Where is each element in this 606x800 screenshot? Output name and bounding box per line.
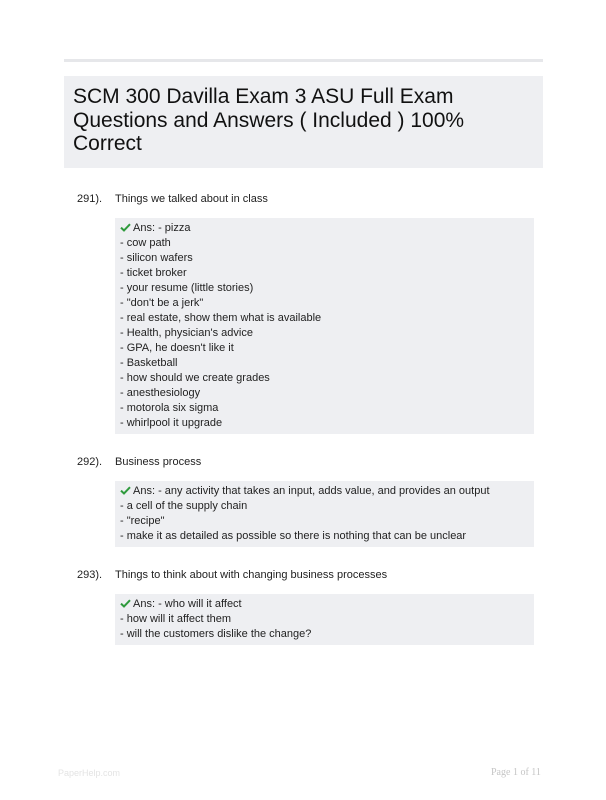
- question-text: Things we talked about in class: [115, 193, 268, 205]
- answer-line: Ans: - any activity that takes an input, adds value, and provides an output: [120, 484, 528, 499]
- answer-line: - cow path: [120, 237, 171, 249]
- answer-line: - anesthesiology: [120, 387, 201, 399]
- question-text: Things to think about with changing business processes: [115, 569, 388, 581]
- answer-line: - how will it affect them: [120, 613, 232, 625]
- question-number: 292).: [77, 456, 103, 468]
- answer-line: - "recipe": [120, 515, 165, 527]
- answer-line: - GPA, he doesn't like it: [120, 342, 234, 354]
- answer-line: - ticket broker: [120, 267, 187, 279]
- question-text: Business process: [115, 456, 202, 468]
- check-icon: [120, 486, 131, 495]
- answer-line: Ans: - pizza: [120, 221, 528, 236]
- answer-line: - will the customers dislike the change?: [120, 628, 312, 640]
- answer-box: [115, 481, 534, 547]
- footer-watermark: PaperHelp.com: [58, 768, 121, 778]
- check-icon: [120, 223, 131, 232]
- answer-box: [115, 218, 534, 434]
- answer-line: - how should we create grades: [120, 372, 270, 384]
- answer-line: - a cell of the supply chain: [120, 500, 248, 512]
- document-title: SCM 300 Davilla Exam 3 ASU Full Exam Questions and Answers ( Included ) 100% Correct: [73, 85, 465, 155]
- question-number: 291).: [77, 193, 103, 205]
- answer-line: - real estate, show them what is available: [120, 312, 322, 324]
- answer-box: [115, 594, 534, 645]
- answer-line: - "don't be a jerk": [120, 297, 204, 309]
- answer-line: - silicon wafers: [120, 252, 193, 264]
- title-banner: [64, 76, 543, 168]
- answer-line: - whirlpool it upgrade: [120, 417, 223, 429]
- answer-line: - Health, physician's advice: [120, 327, 253, 339]
- answer-line: - make it as detailed as possible so there is nothing that can be unclear: [120, 530, 467, 542]
- page-number: Page 1 of 11: [491, 767, 541, 778]
- top-divider: [64, 59, 543, 62]
- answer-line: - your resume (little stories): [120, 282, 254, 294]
- check-icon: [120, 599, 131, 608]
- answer-line: - motorola six sigma: [120, 402, 219, 414]
- answer-line: - Basketball: [120, 357, 178, 369]
- question-number: 293).: [77, 569, 103, 581]
- answer-line: Ans: - who will it affect: [120, 597, 528, 612]
